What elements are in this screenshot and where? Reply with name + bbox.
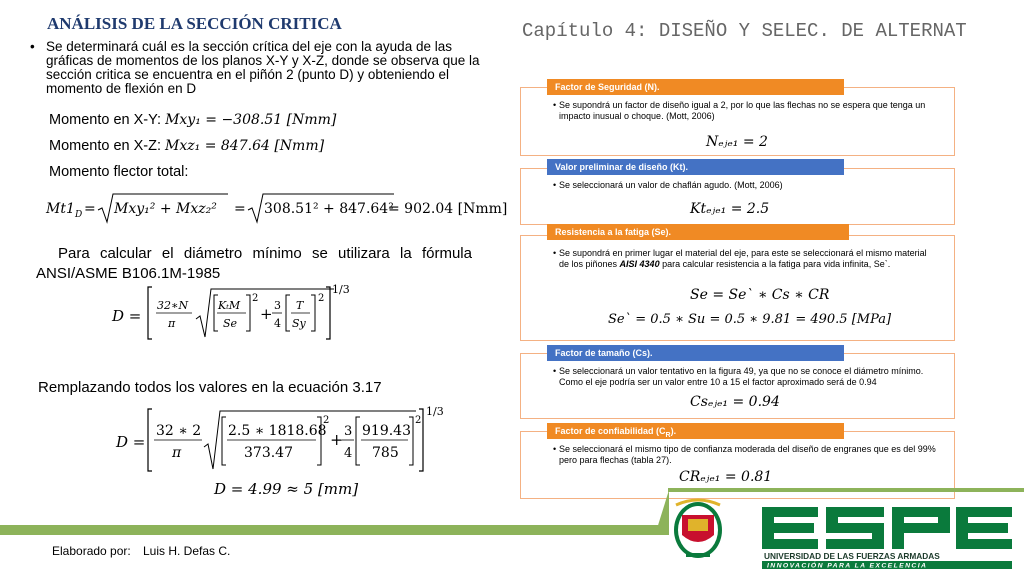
- espe-letters: [762, 507, 1012, 549]
- espe-logo: [668, 497, 1013, 569]
- sub-den2: 373.47: [244, 445, 293, 461]
- card-size-factor-text: • Se seleccionará un valor tentativo en la figura 49, ya que no se conoce el diámetro mínimo. Como el eje podría ser un valor entre 10 a 15 el factor aproximado será de 0.94: [553, 366, 938, 388]
- formula-four: 4: [274, 317, 281, 330]
- total-moment-svg: [46, 190, 508, 226]
- sub-num3: 919.43: [362, 423, 411, 439]
- footer-bar-top: [668, 488, 1024, 492]
- formula-se: Se: [223, 317, 238, 330]
- moment-xz-line: [49, 138, 324, 154]
- card-safety-factor-label: Factor de Seguridad (N).: [547, 79, 844, 95]
- footer-green-bar: [0, 525, 660, 535]
- card-fatigue-body-a: Se supondrá en primer lugar el material del eje, para este se seleccionará el mismo material de los piñones: [559, 248, 927, 269]
- formula-num1: 32∗N: [157, 299, 189, 312]
- sub-three: 3: [344, 424, 353, 439]
- sub-four: 4: [344, 446, 353, 461]
- general-formula-svg: [112, 283, 372, 343]
- mt-equals: =: [84, 201, 96, 217]
- logo-line-2: INNOVACIÓN PARA LA EXCELENCIA: [767, 562, 928, 570]
- replacing-text: Remplazando todos los valores en la ecuación 3.17: [38, 379, 382, 396]
- sub-den1: π: [172, 445, 182, 461]
- card-fatigue-material: AISI 4340: [619, 259, 660, 269]
- formula-plus: +: [260, 305, 273, 323]
- formula-ktm: KₜM: [218, 299, 241, 312]
- sub-sq-2: 2: [415, 415, 422, 426]
- card-fatigue-text: • Se supondrá en primer lugar el material del eje, para este se seleccionará el mismo material de los piñones AISI 4340 para calcular resistencia a la fatiga para vida infinita, Se`.: [553, 248, 938, 270]
- sub-plus: +: [330, 430, 344, 449]
- bullet-icon: •: [30, 39, 35, 54]
- section-heading: ANÁLISIS DE LA SECCIÓN CRITICA: [47, 14, 342, 33]
- mt-equals-2: =: [234, 201, 246, 217]
- letter-s: [826, 507, 884, 549]
- card-safety-factor-text: • Se supondrá un factor de diseño igual a 2, por lo que las flechas no se espera que tenga un impacto inusual o choque. (Mott, 2006): [553, 100, 938, 122]
- emblem-base: [686, 553, 710, 557]
- espe-logo-icon: [668, 497, 1013, 569]
- sub-left-bracket-icon: [148, 409, 152, 471]
- formula-t: T: [296, 299, 304, 312]
- card-reliability-label-a: Factor de confiabilidad (C: [555, 426, 666, 436]
- bracket-b-left: [286, 295, 290, 331]
- card-reliability-label-end: ).: [670, 426, 677, 436]
- sub-num2: 2.5 ∗ 1818.68: [228, 423, 327, 439]
- card-kt-label: Valor preliminar de diseño (Kt).: [547, 159, 844, 175]
- letter-p: [892, 507, 950, 549]
- formula-paragraph-text: Para calcular el diámetro mínimo se utilizara la fórmula ANSI/ASME B106.1M-1985: [36, 245, 472, 282]
- formula-d: D =: [112, 307, 142, 325]
- card-size-factor-eq: Csₑⱼₑ₁ = 0.94: [690, 394, 780, 410]
- card-kt-body: Se seleccionará un valor de chaflán agudo. (Mott, 2006): [559, 180, 783, 190]
- card-fatigue-body: [553, 248, 938, 270]
- formula-exponent: 1/3: [332, 283, 350, 296]
- card-kt-text: • Se seleccionará un valor de chaflán agudo. (Mott, 2006): [553, 180, 938, 191]
- bracket-b-right: [311, 295, 315, 331]
- intro-text: Se determinará cuál es la sección crítica del eje con la ayuda de las gráficas de momentos de los planos X-Y y X-Z, donde se observa que la sección critica se encuentra en el piñón 2 (punto D) y obteniendo el momento de flexión en D: [46, 39, 480, 96]
- card-fatigue-eq1: Se = Se` ∗ Cs ∗ CR: [690, 287, 830, 303]
- sub-den3: 785: [372, 445, 399, 461]
- formula-sq-2: 2: [318, 293, 325, 304]
- right-bracket-icon: [326, 287, 330, 339]
- card-fatigue-label: Resistencia a la fatiga (Se).: [547, 224, 849, 240]
- formula-sq-1: 2: [252, 293, 259, 304]
- card-size-factor-body: Se seleccionará un valor tentativo en la figura 49, ya que no se conoce el diámetro mínimo. Como el eje podría ser un valor entre 10 a 15 el factor aproximado será de 0.94: [559, 366, 924, 387]
- formula-paragraph: [36, 244, 472, 284]
- sub-bracket-b-left: [356, 417, 360, 465]
- result-equation: D = 4.99 ≈ 5 [mm]: [214, 480, 359, 498]
- footer-bar-angle: [655, 490, 669, 535]
- card-reliability-label-sub: R: [665, 431, 671, 439]
- letter-e-1: [762, 507, 818, 549]
- moment-xy-equation: Mxy₁ = −308.51 [Nmm]: [165, 112, 337, 128]
- card-fatigue-body-c: para calcular resistencia a la fatiga para vida infinita, Se`.: [659, 259, 891, 269]
- letter-e-2: [956, 507, 1012, 549]
- chapter-title: Capítulo 4: DISEÑO Y SELEC. DE ALTERNAT: [522, 20, 967, 42]
- total-moment-equation: [46, 190, 508, 226]
- intro-bullet: [30, 40, 480, 96]
- card-reliability-text: • Se seleccionará el mismo tipo de confianza moderada del diseño de engranes que es del 99% pero para flechas (tabla 27).: [553, 444, 938, 466]
- moment-total-label: Momento flector total:: [49, 164, 189, 180]
- formula-sy: Sy: [292, 317, 306, 330]
- left-bracket-icon: [148, 287, 152, 339]
- mt-lhs: Mt1: [46, 201, 75, 217]
- moment-xz-label: Momento en X-Z:: [49, 138, 166, 154]
- mt-radicand-2: 308.51² + 847.64²: [264, 201, 394, 217]
- mt-radicand-1: Mxy₁² + Mxz₂²: [114, 201, 217, 217]
- card-reliability-body: Se seleccionará el mismo tipo de confianza moderada del diseño de engranes que es del 99% pero para flechas (tabla 27).: [559, 444, 936, 465]
- mt-sub: D: [75, 210, 83, 220]
- card-reliability-eq: CRₑⱼₑ₁ = 0.81: [679, 469, 773, 485]
- sub-exponent: 1/3: [426, 405, 444, 418]
- credit-author: Luis H. Defas C.: [143, 544, 231, 558]
- moment-xy-line: [49, 112, 336, 128]
- card-safety-factor-body: Se supondrá un factor de diseño igual a 2, por lo que las flechas no se espera que tenga un impacto inusual o choque. (Mott, 2006): [559, 100, 926, 121]
- moment-xy-label: Momento en X-Y:: [49, 112, 166, 128]
- sub-sq-1: 2: [323, 415, 330, 426]
- sub-d: D =: [116, 433, 146, 451]
- card-safety-factor-eq: Nₑⱼₑ₁ = 2: [706, 134, 768, 150]
- general-formula: [112, 283, 372, 343]
- card-fatigue-eq2: Se` = 0.5 ∗ Su = 0.5 ∗ 9.81 = 490.5 [MPa]: [608, 312, 892, 327]
- emblem-crest: [688, 519, 708, 531]
- card-kt-eq: Ktₑⱼₑ₁ = 2.5: [690, 201, 770, 217]
- sub-num1: 32 ∗ 2: [156, 423, 202, 439]
- bracket-a-right: [246, 295, 250, 331]
- card-reliability-label: [547, 423, 844, 439]
- credit-label: Elaborado por:: [52, 544, 131, 558]
- mt-result: = 902.04 [Nmm]: [388, 201, 508, 217]
- substituted-formula: [116, 403, 456, 475]
- formula-three: 3: [274, 299, 281, 312]
- moment-xz-equation: Mxz₁ = 847.64 [Nmm]: [165, 138, 325, 154]
- sub-bracket-a-left: [222, 417, 226, 465]
- card-size-factor-label: Factor de tamaño (Cs).: [547, 345, 844, 361]
- substituted-formula-svg: [116, 403, 456, 475]
- formula-den1: π: [168, 317, 176, 330]
- logo-line-1: UNIVERSIDAD DE LAS FUERZAS ARMADAS: [764, 551, 940, 561]
